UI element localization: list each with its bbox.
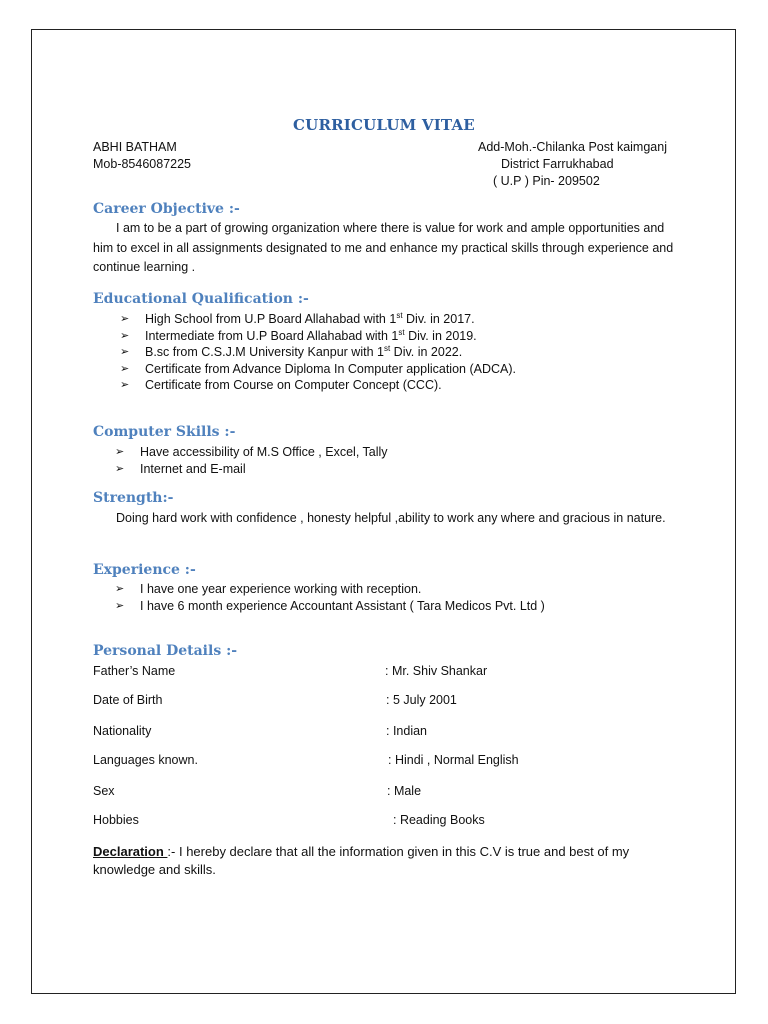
hobbies-label: Hobbies: [93, 813, 139, 827]
arrow-bullet-icon: ➢: [115, 599, 125, 612]
declaration-text: :- I hereby declare that all the information given in this C.V is true and best of my knowledge and skills.: [93, 844, 630, 877]
applicant-mobile: Mob-8546087225: [93, 157, 191, 171]
list-item: ➢ Intermediate from U.P Board Allahabad with 1st Div. in 2019.: [120, 327, 477, 343]
languages-label: Languages known.: [93, 753, 198, 767]
arrow-bullet-icon: ➢: [120, 313, 130, 325]
declaration-label: Declaration: [93, 844, 168, 859]
personal-details-heading: Personal Details :-: [93, 643, 238, 659]
address-line-2: District Farrukhabad: [501, 157, 614, 171]
strength-text: Doing hard work with confidence , honesty helpful ,ability to work any where and gracious in nature.: [116, 511, 666, 525]
sex-label: Sex: [93, 784, 115, 798]
address-line-3: ( U.P ) Pin- 209502: [493, 174, 600, 188]
fathers-name-label: Father’s Name: [93, 664, 176, 678]
arrow-bullet-icon: ➢: [120, 362, 130, 375]
arrow-bullet-icon: ➢: [115, 446, 125, 458]
list-item: ➢ Certificate from Advance Diploma In Computer application (ADCA).: [120, 361, 516, 376]
nationality-label: Nationality: [93, 724, 152, 738]
list-item: ➢ Have accessibility of M.S Office , Excel, Tally: [115, 445, 388, 459]
arrow-bullet-icon: ➢: [120, 329, 130, 342]
list-item: ➢ B.sc from C.S.J.M University Kanpur with 1st Div. in 2022.: [120, 343, 463, 359]
document-title: CURRICULUM VITAE: [293, 116, 475, 134]
list-item: ➢ Certificate from Course on Computer Concept (CCC).: [120, 378, 442, 392]
arrow-bullet-icon: ➢: [120, 379, 130, 391]
education-heading: Educational Qualification :-: [93, 291, 309, 307]
address-line-1: Add-Moh.-Chilanka Post kaimganj: [478, 140, 667, 154]
career-objective-heading: Career Objective :-: [93, 201, 240, 217]
applicant-name: ABHI BATHAM: [93, 140, 177, 154]
fathers-name-value: : Mr. Shiv Shankar: [385, 664, 488, 678]
date-of-birth-label: Date of Birth: [93, 693, 163, 707]
computer-skills-list: [115, 444, 388, 477]
list-item: ➢ High School from U.P Board Allahabad with 1st Div. in 2017.: [120, 310, 475, 326]
arrow-bullet-icon: ➢: [115, 462, 125, 475]
list-item: ➢ Internet and E-mail: [115, 461, 246, 476]
education-list: [120, 311, 516, 394]
computer-skills-heading: Computer Skills :-: [93, 424, 236, 440]
sex-value: : Male: [387, 784, 422, 798]
career-objective-text: I am to be a part of growing organization where there is value for work and ample opportunities and him to excel in all assignments designated to me and enhance my practical skills through experience and continue learning .: [93, 221, 674, 274]
arrow-bullet-icon: ➢: [120, 346, 130, 358]
nationality-value: : Indian: [386, 724, 428, 738]
experience-list: [115, 581, 545, 614]
list-item: ➢ I have 6 month experience Accountant Assistant ( Tara Medicos Pvt. Ltd ): [115, 598, 545, 613]
list-item: ➢ I have one year experience working with reception.: [115, 582, 422, 596]
declaration: [93, 843, 693, 879]
arrow-bullet-icon: ➢: [115, 583, 125, 595]
date-of-birth-value: : 5 July 2001: [386, 693, 457, 707]
experience-heading: Experience :-: [93, 562, 196, 578]
hobbies-value: : Reading Books: [393, 813, 485, 827]
strength-heading: Strength:-: [93, 490, 174, 506]
languages-value: : Hindi , Normal English: [388, 753, 519, 767]
